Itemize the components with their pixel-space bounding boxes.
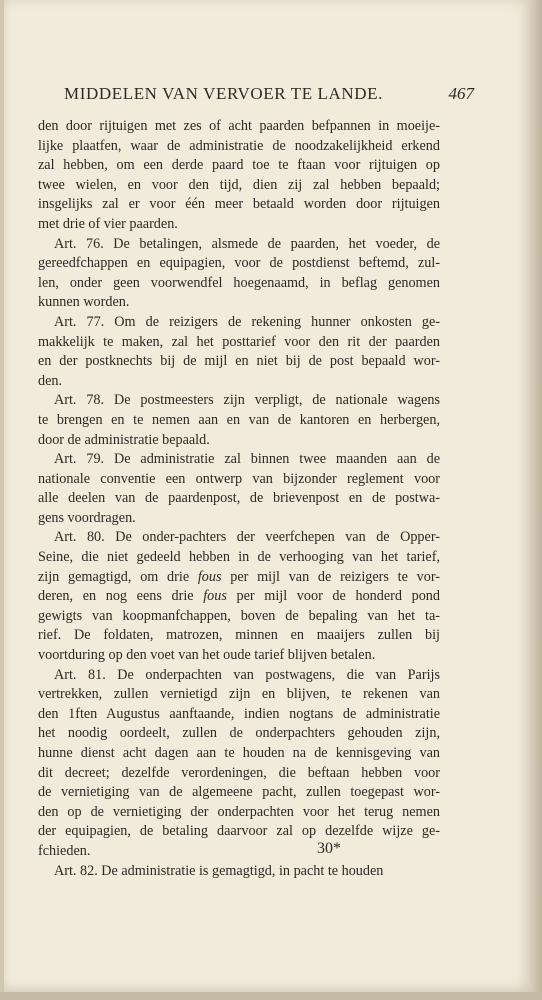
text-line: alle deelen van de paardenpost, de brievenpost en de postwa- [38,490,440,507]
text-segment: deren, en nog eens drie [38,588,204,605]
text-line: Art. 76. De betalingen, alsmede de paarden, het voeder, de [54,235,440,252]
text-line [38,587,440,607]
text-line: Art. 81. De onderpachten van postwagens, die van Parijs [54,666,440,683]
text-line: den. [38,372,63,389]
text-line: Art. 78. De postmeesters zijn verpligt, de nationale wagens [54,392,440,409]
text-line: de vernietiging van de algemeene pacht, zullen toegepast wor- [38,784,440,801]
text-segment: zijn gemagtigd, om drie [38,568,198,585]
text-line: Seine, die niet gedeeld hebben in de verhooging van het tarief, [38,549,440,566]
signature-mark: 30* [317,840,341,857]
text-line: Art. 82. De administratie is gemagtigd, in pacht te houden [54,862,384,879]
text-line [38,568,440,588]
text-segment: per mijl van de reizigers te vor- [221,568,440,585]
text-line: voortduring op den voet van het oude tarief blijven betalen. [38,647,376,664]
text-line: rief. De foldaten, matrozen, minnen en maaijers zullen bij [38,627,440,644]
body-text [38,117,440,881]
book-page [4,0,531,992]
text-line: en der postknechts bij de mijl en niet bij de post bepaald wor- [38,353,440,370]
text-line: vertrekken, zullen vernietigd zijn en blijven, te rekenen van [38,686,440,703]
text-line: Art. 79. De administratie zal binnen twee maanden aan de [54,451,440,468]
italic-word: fous [197,568,222,585]
text-line: kunnen worden. [38,294,130,311]
text-line: den door rijtuigen met zes of acht paarden befpannen in moeije- [38,118,440,134]
text-line: gens voordragen. [38,509,136,526]
text-line: te brengen en te nemen aan en van de kantoren en herbergen, [38,411,440,428]
text-line: lijke plaatfen, waar de administratie de noodzakelijkheid erkend [38,137,440,154]
text-line: hunne dienst acht dagen aan te houden na de kennisgeving van [38,745,440,761]
text-line: dit decreet; dezelfde verordeningen, die beftaan hebben voor [38,764,440,781]
running-header [64,84,474,108]
text-segment: per mijl voor de honderd pond [226,588,440,605]
text-line: nationale conventie een ontwerp van bijzonder reglement voor [38,470,440,487]
text-line: Art. 80. De onder-pachters der veerfchepen van de Opper- [54,529,440,546]
page-number: 467 [448,84,474,103]
scan-bottom-edge [0,992,542,1000]
text-line: makkelijk te maken, zal het posttarief voor den rit der paarden [38,333,440,350]
text-line: gereedfchappen en equipagien, voor de postdienst beftemd, zul- [38,255,440,272]
running-title: MIDDELEN VAN VERVOER TE LANDE. [64,84,384,103]
text-line: het noodig oordeelt, zullen de onderpachters gehouden zijn, [38,725,440,742]
text-line: Art. 77. Om de reizigers de rekening hunner onkosten ge- [54,313,440,330]
text-line: twee wielen, en voor den tijd, dien zij zal hebben bepaald; [38,176,440,193]
italic-word: fous [203,588,227,605]
page-edge [530,0,542,1000]
text-line: insgelijks zal er voor één meer betaald worden door rijtuigen [38,196,440,213]
text-line: den op de vernietiging der onderpachten voor het terug nemen [38,803,440,820]
text-line: zal hebben, om een derde paard toe te ftaan voor rijtuigen op [38,157,440,174]
text-line: der equipagien, de betaling daarvoor zal op dezelfde wijze ge- [38,823,440,840]
text-line: met drie of vier paarden. [38,215,178,232]
text-line: door de administratie bepaald. [38,431,210,448]
text-line: den 1ften Augustus aanftaande, indien nogtans de administratie [38,705,440,722]
text-line: len, onder geen voorwendfel hoegenaamd, in beflag genomen [38,274,440,291]
text-line: fchieden. [38,842,91,859]
text-line: gewigts van koopmanfchappen, boven de bepaling van het ta- [38,607,440,624]
